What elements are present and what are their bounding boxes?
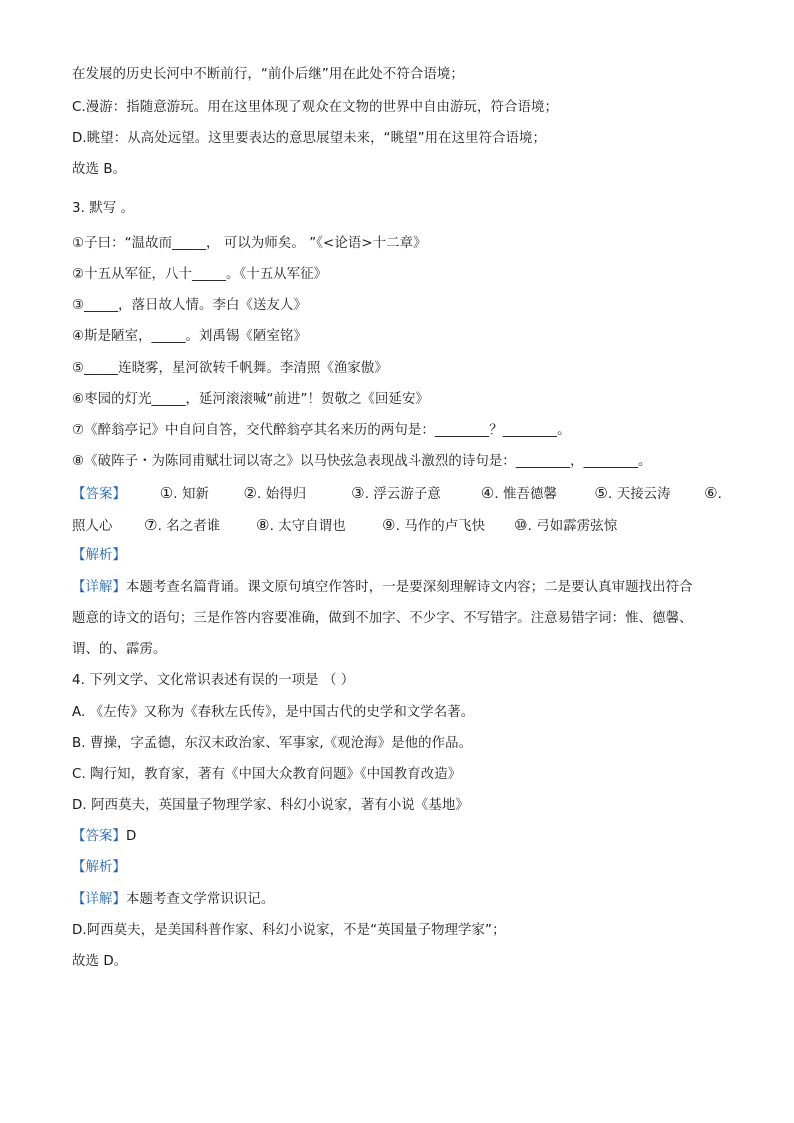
answer-item: [243, 483, 351, 505]
q4-explanation: D.阿西莫夫，是美国科普作家、科幻小说家，不是“英国量子物理学家”；: [72, 923, 506, 938]
answer-tag: 【答案】: [72, 829, 126, 844]
answer-number: ③: [351, 484, 365, 502]
q3-item-4: ④斯是陋室，_____。刘禹锡《陋室铭》: [72, 329, 307, 344]
answer-text: . 始得归: [257, 487, 307, 502]
q4-stem: 4. 下列文学、文化常识表述有误的一项是 （ ）: [72, 673, 355, 688]
q4-conclusion: 故选 D。: [72, 954, 128, 969]
text-line: 在发展的历史长河中不断前行，“前仆后继”用在此处不符合语境；: [72, 67, 464, 82]
answer-item: [514, 515, 617, 537]
q3-stem: 3. 默写 。: [72, 201, 135, 216]
detail-text: 本题考查名篇背诵。课文原句填空作答时，一是要深刻理解诗文内容；二是要认真审题找出符合: [125, 580, 693, 595]
answer-text: . 知新: [173, 487, 209, 502]
answer-item: [704, 483, 722, 505]
q3-item-7: ⑦《醉翁亭记》中自问自答，交代醉翁亭其名来历的两句是：________？________。: [72, 423, 571, 438]
q3-item-1: ①子曰：“温故而_____， 可以为师矣。 ”《<论语>十二章》: [72, 236, 427, 251]
q3-answer-row: [72, 483, 722, 505]
answer-number: ①: [159, 484, 174, 502]
q4-option-d: D. 阿西莫夫，英国量子物理学家、科幻小说家，著有小说《基地》: [72, 798, 469, 813]
answer-text: . 马作的卢飞快: [395, 519, 486, 534]
answer-tag: 【答案】: [72, 487, 126, 502]
answer-number: ⑨: [382, 516, 396, 534]
answer-item: [594, 483, 704, 505]
answer-text: . 太守自谓也: [269, 519, 346, 534]
q4-option-b: B. 曹操，字孟德，东汉末政治家、军事家,《观沧海》是他的作品。: [72, 736, 473, 751]
answer-number: ⑤: [594, 484, 608, 502]
answer-text: . 弓如霹雳弦惊: [527, 519, 618, 534]
q3-item-6: ⑥枣园的灯光_____，延河滚滚喊“前进”！贺敬之《回延安》: [72, 392, 429, 407]
q3-item-5: ⑤_____连晓雾，星河欲转千帆舞。李清照《渔家傲》: [72, 361, 388, 376]
answer-text: . 惟吾德馨: [494, 487, 558, 502]
answer-number: ②: [243, 484, 258, 502]
q2-conclusion: 故选 B。: [72, 162, 127, 177]
answer-text: .: [717, 487, 723, 502]
q3-detail-line: 题意的诗文的语句；三是作答内容要准确，做到不加字、不少字、不写错字。注意易错字词：惟、德馨、: [72, 611, 693, 626]
answer-number: ⑥: [704, 484, 718, 502]
q3-item-8: ⑧《破阵子・为陈同甫赋壮词以寄之》以马快弦急表现战斗激烈的诗句是：________，________。: [72, 454, 652, 469]
answer-item: [351, 483, 481, 505]
detail-tag: 【详解】: [72, 580, 126, 595]
answer-number: ④: [480, 484, 495, 502]
detail-text: 本题考查文学常识识记。: [125, 892, 275, 907]
q4-option-c: C. 陶行知，教育家，著有《中国大众教育问题》《中国教育改造》: [72, 767, 462, 782]
answer-text: . 浮云游子意: [364, 487, 441, 502]
analysis-tag: 【解析】: [72, 548, 126, 563]
option-c-explanation: C.漫游：指随意游玩。用在这里体现了观众在文物的世界中自由游玩，符合语境；: [72, 100, 558, 115]
q3-item-3: ③_____，落日故人情。李白《送友人》: [72, 298, 307, 313]
answer-value: D: [125, 829, 137, 844]
q3-detail-line: 谓、的、霹雳。: [72, 642, 167, 657]
q4-detail: [72, 890, 722, 910]
analysis-tag: 【解析】: [72, 860, 126, 875]
answer-item: [481, 483, 595, 505]
answer-item: [144, 515, 256, 537]
answer-number: ⑩: [514, 516, 528, 534]
q3-item-2: ②十五从军征，八十_____。《十五从军征》: [72, 267, 328, 282]
answer-number: ⑧: [256, 516, 270, 534]
answer-item: [382, 515, 514, 537]
q3-detail-line: [72, 578, 722, 598]
answer-text: . 名之者谁: [157, 519, 221, 534]
q4-option-a: A. 《左传》又称为《春秋左氏传》，是中国古代的史学和文学名著。: [72, 705, 475, 720]
answer-continuation: 照人心: [72, 519, 113, 534]
q4-answer: [72, 827, 722, 847]
detail-tag: 【详解】: [72, 892, 126, 907]
option-d-explanation: D.眺望：从高处远望。这里要表达的意思展望未来，“眺望”用在这里符合语境；: [72, 131, 547, 146]
answer-number: ⑦: [144, 516, 158, 534]
answer-item: [160, 483, 244, 505]
answer-item: [256, 515, 382, 537]
answer-text: . 天接云涛: [607, 487, 671, 502]
q3-answer-row: [72, 515, 722, 537]
